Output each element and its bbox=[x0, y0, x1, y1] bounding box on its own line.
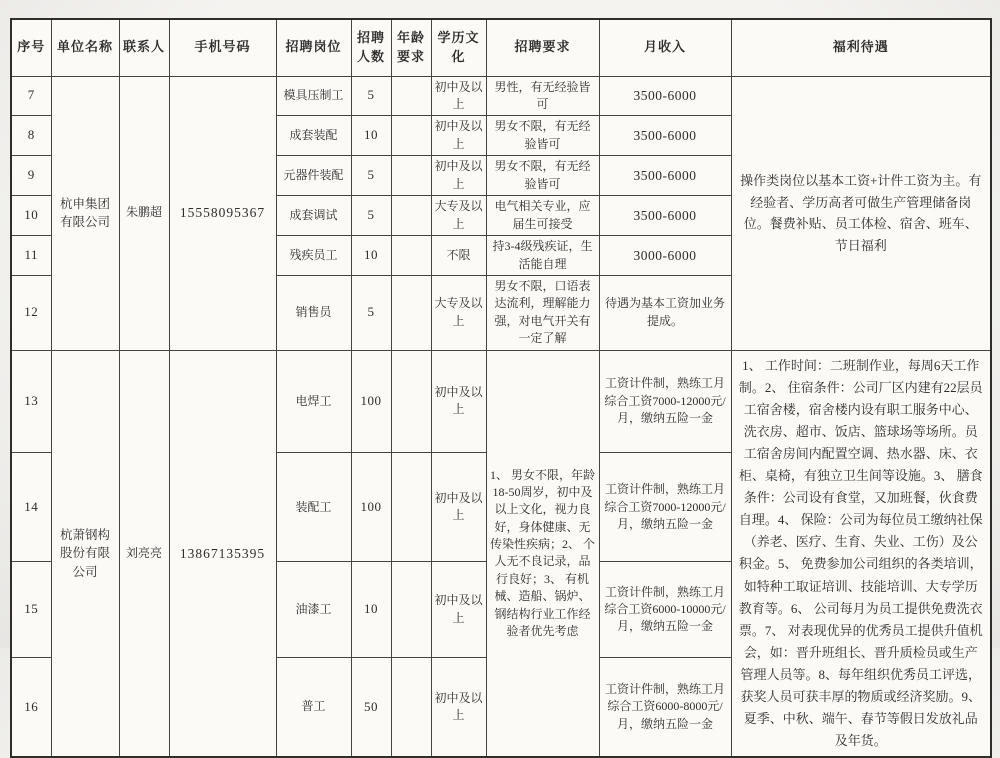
cell-age bbox=[391, 156, 431, 196]
cell-position: 模具压制工 bbox=[276, 76, 351, 116]
cell-requirement: 男女不限，有无经验皆可 bbox=[486, 116, 599, 156]
cell-benefits: 1、 工作时间：二班制作业，每周6天工作制。2、 住宿条件：公司厂区内建有22层员工宿舍楼，宿舍楼内设有职工服务中心、洗衣房、超市、饭店、篮球场等场所。员工宿舍房间内配置空调、热水器、床、衣柜、桌椅，有独立卫生间等设施。3、 膳食条件：公司设有食堂，又加班餐，伙食费自理。4、 保险：公司为每位员工缴纳社保（养老、医疗、生育、失业、工伤）及公积金。5、 免费参加公司组织的各类培训，如特种工取证培训、技能培训、大专学历教育等。6、 公司每月为员工提供免费洗衣票。7、 对表现优异的优秀员工提供升值机会，如：晋升班组长、晋升质检员或生产管理人员等。8、每年组织优秀员工评选，获奖人员可获丰厚的物质或经济奖励。9、 夏季、中秋、端午、春节等假日发放礼品及年货。 bbox=[731, 350, 991, 757]
cell-education: 初中及以上 bbox=[431, 116, 486, 156]
cell-company-name: 杭申集团有限公司 bbox=[51, 76, 119, 350]
cell-row-no: 16 bbox=[11, 658, 51, 758]
cell-income: 3500-6000 bbox=[599, 196, 731, 236]
col-position: 招聘岗位 bbox=[276, 19, 351, 76]
cell-age bbox=[391, 562, 431, 658]
col-count: 招聘人数 bbox=[351, 19, 391, 76]
cell-row-no: 15 bbox=[11, 562, 51, 658]
cell-income: 3500-6000 bbox=[599, 76, 731, 116]
cell-position: 普工 bbox=[276, 658, 351, 758]
cell-requirement: 男性，有无经验皆可 bbox=[486, 76, 599, 116]
cell-row-no: 12 bbox=[11, 276, 51, 351]
cell-age bbox=[391, 350, 431, 452]
cell-position: 成套装配 bbox=[276, 116, 351, 156]
cell-age bbox=[391, 116, 431, 156]
cell-age bbox=[391, 453, 431, 562]
document-sheet bbox=[10, 18, 990, 758]
cell-requirement: 男女不限，有无经验皆可 bbox=[486, 156, 599, 196]
cell-count: 5 bbox=[351, 276, 391, 351]
cell-position: 元器件装配 bbox=[276, 156, 351, 196]
cell-contact-name: 朱鹏超 bbox=[119, 76, 169, 350]
cell-education: 不限 bbox=[431, 236, 486, 276]
cell-position: 电焊工 bbox=[276, 350, 351, 452]
cell-benefits: 操作类岗位以基本工资+计件工资为主。有经验者、学历高者可做生产管理储备岗位。餐费补贴、员工体检、宿舍、班车、节日福利 bbox=[731, 76, 991, 350]
cell-education: 初中及以上 bbox=[431, 156, 486, 196]
job-table bbox=[10, 18, 992, 758]
cell-phone-number: 15558095367 bbox=[169, 76, 276, 350]
cell-position: 销售员 bbox=[276, 276, 351, 351]
cell-count: 5 bbox=[351, 196, 391, 236]
cell-count: 50 bbox=[351, 658, 391, 758]
col-age: 年龄要求 bbox=[391, 19, 431, 76]
cell-income: 待遇为基本工资加业务提成。 bbox=[599, 276, 731, 351]
cell-requirement: 男女不限，口语表达流利，理解能力强，对电气开关有一定了解 bbox=[486, 276, 599, 351]
cell-company-name: 杭萧钢构股份有限公司 bbox=[51, 350, 119, 757]
cell-row-no: 7 bbox=[11, 76, 51, 116]
cell-count: 5 bbox=[351, 76, 391, 116]
cell-row-no: 11 bbox=[11, 236, 51, 276]
col-company: 单位名称 bbox=[51, 19, 119, 76]
cell-requirement: 持3-4级残疾证，生活能自理 bbox=[486, 236, 599, 276]
cell-age bbox=[391, 658, 431, 758]
cell-income: 工资计件制，熟练工月综合工资7000-12000元/月，缴纳五险一金 bbox=[599, 350, 731, 452]
cell-income: 3500-6000 bbox=[599, 116, 731, 156]
cell-count: 100 bbox=[351, 350, 391, 452]
cell-education: 初中及以上 bbox=[431, 453, 486, 562]
cell-row-no: 9 bbox=[11, 156, 51, 196]
cell-count: 100 bbox=[351, 453, 391, 562]
cell-phone-number: 13867135395 bbox=[169, 350, 276, 757]
cell-row-no: 10 bbox=[11, 196, 51, 236]
cell-education: 初中及以上 bbox=[431, 562, 486, 658]
cell-age bbox=[391, 236, 431, 276]
cell-position: 装配工 bbox=[276, 453, 351, 562]
col-requirements: 招聘要求 bbox=[486, 19, 599, 76]
cell-count: 10 bbox=[351, 236, 391, 276]
cell-education: 大专及以上 bbox=[431, 276, 486, 351]
cell-education: 大专及以上 bbox=[431, 196, 486, 236]
col-benefits: 福利待遇 bbox=[731, 19, 991, 76]
cell-count: 10 bbox=[351, 116, 391, 156]
cell-education: 初中及以上 bbox=[431, 76, 486, 116]
cell-income: 工资计件制，熟练工月综合工资6000-10000元/月，缴纳五险一金 bbox=[599, 562, 731, 658]
table-row bbox=[11, 350, 991, 452]
table-row bbox=[11, 76, 991, 116]
col-education: 学历文化 bbox=[431, 19, 486, 76]
cell-row-no: 8 bbox=[11, 116, 51, 156]
cell-income: 工资计件制，熟练工月综合工资6000-8000元/月，缴纳五险一金 bbox=[599, 658, 731, 758]
cell-position: 残疾员工 bbox=[276, 236, 351, 276]
cell-position: 油漆工 bbox=[276, 562, 351, 658]
cell-requirement: 1、 男女不限，年龄18-50周岁，初中及以上文化，视力良好，身体健康、无传染性疾病；2、 个人无不良记录，品行良好；3、 有机械、造船、锅炉、钢结构行业工作经验者优先考虑 bbox=[486, 350, 599, 757]
col-contact: 联系人 bbox=[119, 19, 169, 76]
cell-income: 3500-6000 bbox=[599, 156, 731, 196]
cell-count: 5 bbox=[351, 156, 391, 196]
cell-income: 工资计件制，熟练工月综合工资7000-12000元/月，缴纳五险一金 bbox=[599, 453, 731, 562]
cell-count: 10 bbox=[351, 562, 391, 658]
header-row bbox=[11, 19, 991, 76]
cell-education: 初中及以上 bbox=[431, 658, 486, 758]
cell-income: 3000-6000 bbox=[599, 236, 731, 276]
cell-position: 成套调试 bbox=[276, 196, 351, 236]
cell-row-no: 14 bbox=[11, 453, 51, 562]
cell-age bbox=[391, 276, 431, 351]
cell-requirement: 电气相关专业，应届生可接受 bbox=[486, 196, 599, 236]
cell-education: 初中及以上 bbox=[431, 350, 486, 452]
cell-row-no: 13 bbox=[11, 350, 51, 452]
col-no: 序号 bbox=[11, 19, 51, 76]
cell-age bbox=[391, 76, 431, 116]
col-income: 月收入 bbox=[599, 19, 731, 76]
col-phone: 手机号码 bbox=[169, 19, 276, 76]
cell-contact-name: 刘亮亮 bbox=[119, 350, 169, 757]
cell-age bbox=[391, 196, 431, 236]
